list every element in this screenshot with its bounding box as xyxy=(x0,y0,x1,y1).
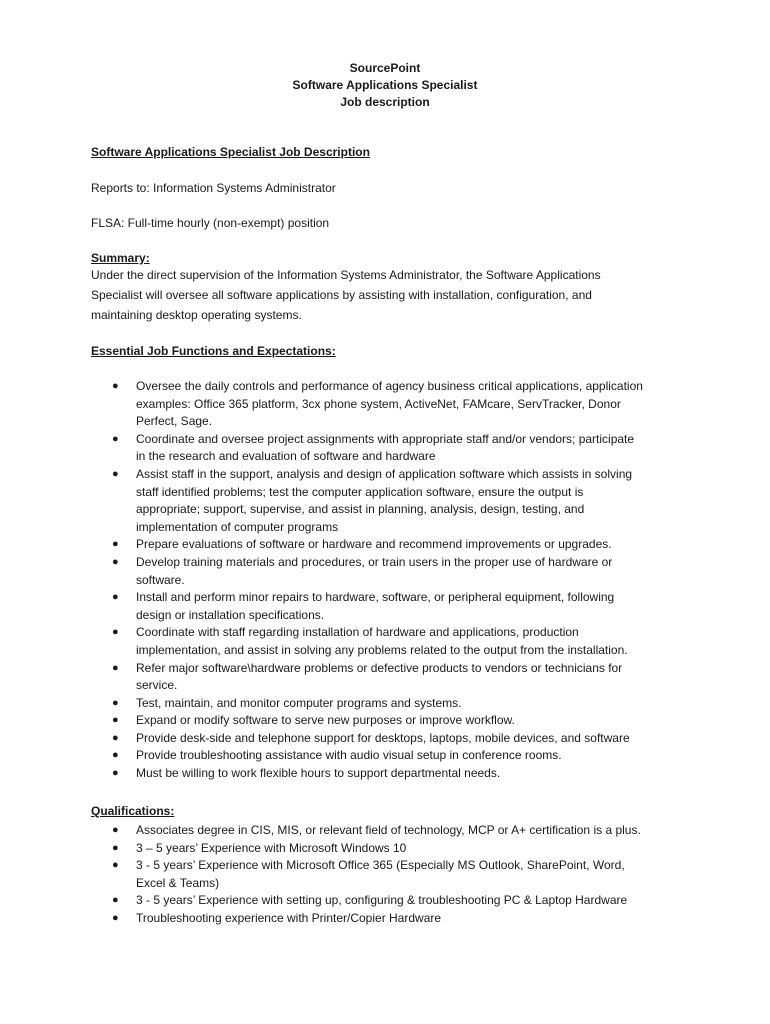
bullet-icon: ● xyxy=(112,555,119,568)
bullet-icon: ● xyxy=(112,467,119,480)
qualifications-list-container xyxy=(91,822,681,928)
bullet-icon: ● xyxy=(112,749,119,762)
bullet-icon: ● xyxy=(112,859,119,872)
summary-section xyxy=(91,251,681,325)
essential-item-line: examples: Office 365 platform, 3cx phone system, ActiveNet, FAMcare, ServTracker, Donor xyxy=(136,396,621,411)
essential-item xyxy=(91,624,681,659)
essential-item-line: service. xyxy=(136,678,178,693)
essential-item xyxy=(91,589,681,624)
summary-line: Specialist will oversee all software applications by assisting with installation, configuration, and xyxy=(91,288,592,302)
qualification-item xyxy=(91,892,681,910)
bullet-icon: ● xyxy=(112,661,119,674)
essential-item-line: Install and perform minor repairs to hardware, software, or peripheral equipment, following xyxy=(136,590,615,605)
essential-item xyxy=(91,695,681,713)
qualification-item xyxy=(91,857,681,892)
qualifications-heading: Qualifications: xyxy=(91,804,175,818)
essential-item xyxy=(91,660,681,695)
essential-item-line: Prepare evaluations of software or hardware and recommend improvements or upgrades. xyxy=(136,537,612,552)
qualification-item xyxy=(91,840,681,858)
bullet-icon: ● xyxy=(112,626,119,639)
org-name: SourcePoint xyxy=(349,61,421,75)
essential-item-line: Coordinate with staff regarding installation of hardware and applications, production xyxy=(136,625,579,640)
essential-item-line: Must be willing to work flexible hours to support departmental needs. xyxy=(136,766,501,781)
essential-item-line: Assist staff in the support, analysis and design of application software which assists in solving xyxy=(136,466,633,481)
essential-item xyxy=(91,730,681,748)
essential-item-line: design or installation specifications. xyxy=(136,607,325,622)
bullet-icon: ● xyxy=(112,894,119,907)
bullet-icon: ● xyxy=(112,767,119,780)
essential-item xyxy=(91,466,681,536)
essential-item-line: staff identified problems; test the computer application software, ensure the output is xyxy=(136,484,584,499)
reports-to: Reports to: Information Systems Administrator xyxy=(91,181,336,195)
essential-item-line: Expand or modify software to serve new purposes or improve workflow. xyxy=(136,713,515,728)
essential-item-line: Develop training materials and procedures, or train users in the proper use of hardware or xyxy=(136,554,613,569)
essential-item-line: Perfect, Sage. xyxy=(136,414,213,429)
bullet-icon: ● xyxy=(112,824,119,836)
flsa: FLSA: Full-time hourly (non-exempt) position xyxy=(91,216,330,230)
qualification-item-line: 3 - 5 years’ Experience with setting up, configuring & troubleshooting PC & Laptop Hardware xyxy=(136,893,628,908)
essential-item xyxy=(91,536,681,554)
essential-item-line: Provide troubleshooting assistance with audio visual setup in conference rooms. xyxy=(136,748,562,763)
qualification-item-line: 3 - 5 years’ Experience with Microsoft Office 365 (Especially MS Outlook, SharePoint, Word, xyxy=(136,858,625,873)
qualification-item xyxy=(91,822,681,840)
qualification-item-line: Troubleshooting experience with Printer/Copier Hardware xyxy=(136,910,442,925)
essential-item xyxy=(91,554,681,589)
qualification-item-line: Excel & Teams) xyxy=(136,875,220,890)
essential-list-container xyxy=(91,378,681,783)
essential-item-line: implementation, and assist in solving any problems related to the output from the installation. xyxy=(136,642,628,657)
essential-item xyxy=(91,747,681,765)
bullet-icon: ● xyxy=(112,731,119,744)
bullet-icon: ● xyxy=(112,841,119,854)
qualifications-list xyxy=(91,822,681,928)
bullet-icon: ● xyxy=(112,714,119,727)
qualification-item xyxy=(91,910,681,928)
qualification-item-line: 3 – 5 years’ Experience with Microsoft Windows 10 xyxy=(136,840,407,855)
bullet-icon: ● xyxy=(112,538,119,551)
essential-list xyxy=(91,378,681,783)
essential-item xyxy=(91,712,681,730)
summary-heading: Summary: xyxy=(91,251,150,265)
qualification-item-line: Associates degree in CIS, MIS, or relevant field of technology, MCP or A+ certification is a plus. xyxy=(136,823,641,837)
doc-subtitle: Job description xyxy=(340,95,430,109)
essential-item xyxy=(91,378,681,431)
bullet-icon: ● xyxy=(112,432,119,445)
bullet-icon: ● xyxy=(112,696,119,709)
summary-line: maintaining desktop operating systems. xyxy=(91,308,302,322)
essential-item-line: Provide desk-side and telephone support for desktops, laptops, mobile devices, and software xyxy=(136,730,630,745)
essential-item-line: implementation of computer programs xyxy=(136,519,339,534)
summary-line: Under the direct supervision of the Information Systems Administrator, the Software Applications xyxy=(91,268,601,282)
essential-item-line: in the research and evaluation of software and hardware xyxy=(136,449,436,464)
essential-item-line: software. xyxy=(136,572,185,587)
essential-heading: Essential Job Functions and Expectations: xyxy=(91,344,336,358)
essential-item-line: Refer major software\hardware problems or defective products to vendors or technicians for xyxy=(136,660,623,675)
bullet-icon: ● xyxy=(112,380,119,392)
doc-heading: Software Applications Specialist Job Description xyxy=(91,145,370,159)
essential-item-line: Test, maintain, and monitor computer programs and systems. xyxy=(136,695,462,710)
essential-item-line: Oversee the daily controls and performance of agency business critical applications, application xyxy=(136,379,643,393)
essential-item-line: appropriate; support, supervise, and assist in planning, analysis, design, testing, and xyxy=(136,502,585,517)
bullet-icon: ● xyxy=(112,911,119,924)
summary-text xyxy=(91,265,681,325)
essential-item xyxy=(91,431,681,466)
document-header xyxy=(0,60,770,111)
essential-item-line: Coordinate and oversee project assignments with appropriate staff and/or vendors; participate xyxy=(136,431,635,446)
essential-item xyxy=(91,765,681,783)
job-title: Software Applications Specialist xyxy=(292,78,478,92)
bullet-icon: ● xyxy=(112,591,119,604)
